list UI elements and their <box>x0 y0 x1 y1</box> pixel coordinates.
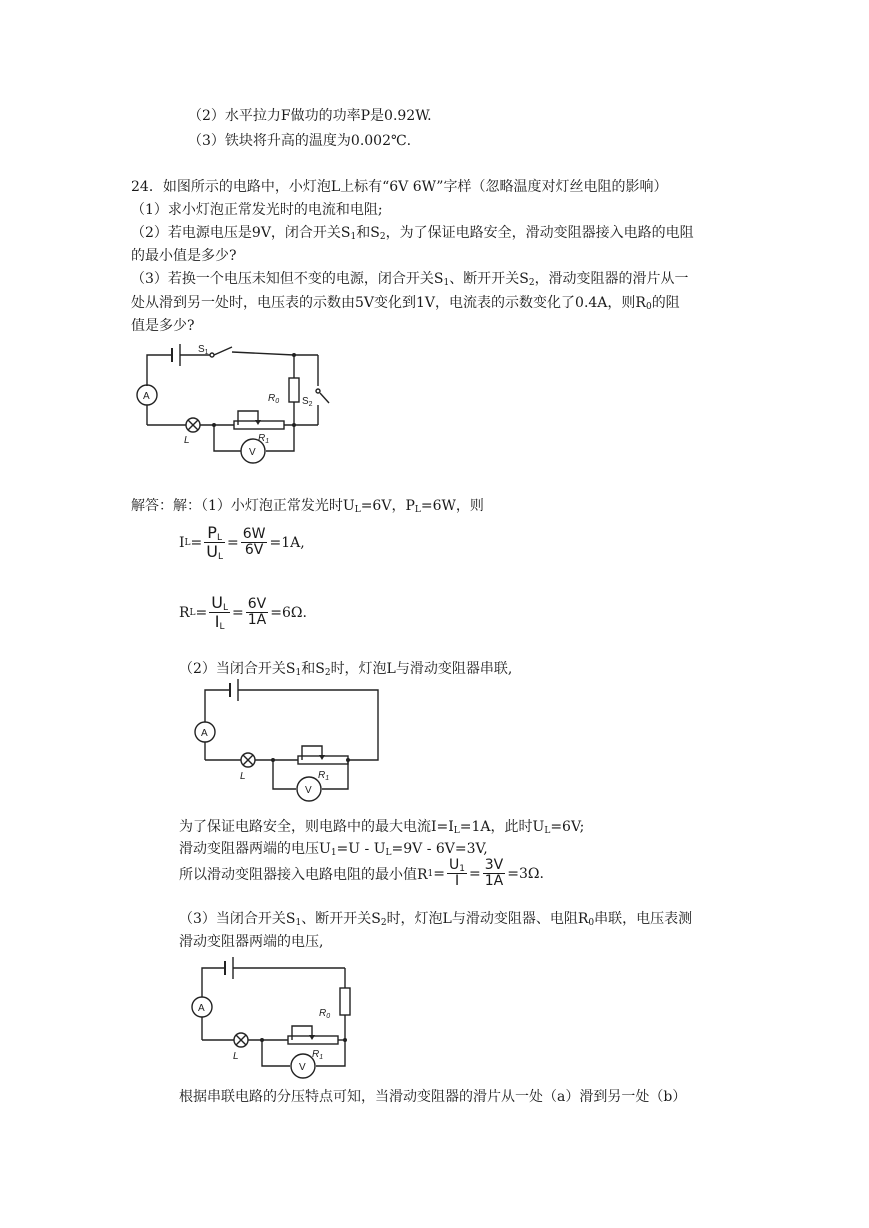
svg-text:L: L <box>240 771 246 782</box>
rheostat-r1-3 <box>260 1035 347 1061</box>
formula-resistance: R L = $\frac{U_L}{I_L}$ = $\frac{6V}{1A}$ =6Ω. <box>179 593 307 632</box>
answer-part1: 解答：解：（1）小灯泡正常发光时$U_L=6V$，$P_L=6W$，则 <box>131 498 484 515</box>
svg-text:A: A <box>143 391 150 402</box>
answer-part2-min-resistance: 所以滑动变阻器接入电路电阻的最小值R 1 = $\frac{U_1}{I}$ = $\frac{3V}{1A}$ =3Ω. <box>179 857 544 889</box>
q24-part3-line3: 值是多少? <box>131 318 195 334</box>
svg-text:R1: $R_1$ <box>312 1049 324 1061</box>
q24-part1: （1）求小灯泡正常发光时的电流和电阻; <box>131 202 383 218</box>
svg-text:R1: $R_1$ <box>258 433 270 445</box>
q24-intro: 24．如图所示的电路中，小灯泡L上标有“6V 6W”字样（忽略温度对灯丝电阻的影响） <box>131 179 668 195</box>
svg-text:V: V <box>299 1062 306 1073</box>
svg-text:R0: $R_0$ <box>268 393 280 405</box>
formula-current: I L = $\frac{P_L}{U_L}$ = $\frac{6W}{6V}$ =1A, <box>179 523 305 562</box>
ammeter-3 <box>192 997 212 1017</box>
q24-part3-line1: （3）若换一个电压未知但不变的电源，闭合开关$S_1$、断开开关$S_2$，滑动变阻器的滑片从一 <box>131 271 689 288</box>
svg-text:R0: $R_0$ <box>319 1008 331 1020</box>
battery-3 <box>225 957 233 979</box>
svg-text:S1: $S_1$ <box>198 344 209 356</box>
svg-text:L: L <box>233 1051 239 1062</box>
svg-text:S2: $S_2$ <box>302 396 313 408</box>
answer-part2-voltage: 滑动变阻器两端的电压$U_1=U - U_L=9V - 6V=3V$, <box>179 841 488 858</box>
svg-text:L: L <box>184 435 190 446</box>
q24-part3-line2: 处从滑到另一处时，电压表的示数由5V变化到1V，电流表的示数变化了0.4A，则$R_0$的阻 <box>131 295 680 312</box>
svg-text:A: A <box>198 1003 205 1014</box>
lamp-3 <box>233 1033 248 1062</box>
svg-text:V: V <box>249 447 256 458</box>
svg-text:A: A <box>201 728 208 739</box>
answer-part2-max-current: 为了保证电路安全，则电路中的最大电流$I=I_L=1A$，此时$U_L=6V$; <box>179 819 585 836</box>
answer-part2: （2）当闭合开关$S_1$和$S_2$时，灯泡L与滑动变阻器串联, <box>179 661 513 678</box>
svg-text:V: V <box>305 785 312 796</box>
answer-part3-line2: 滑动变阻器两端的电压, <box>179 934 324 950</box>
resistor-r0-3 <box>319 988 350 1020</box>
answer-part3-line1: （3）当闭合开关$S_1$、断开开关$S_2$时，灯泡L与滑动变阻器、电阻$R_0$串联，电压表测 <box>179 911 693 928</box>
answer-part3-line3: 根据串联电路的分压特点可知，当滑动变阻器的滑片从一处（a）滑到另一处（b） <box>179 1089 687 1105</box>
prev-answer-3: （3）铁块将升高的温度为0.002℃. <box>188 133 412 149</box>
prev-answer-2: （2）水平拉力F做功的功率P是0.92W. <box>188 108 432 124</box>
svg-text:R1: $R_1$ <box>318 770 330 782</box>
q24-part2-line2: 的最小值是多少? <box>131 248 237 264</box>
q24-part2-line1: （2）若电源电压是9V，闭合开关$S_1$和$S_2$，为了保证电路安全，滑动变阻器接入电路的电阻 <box>131 225 694 242</box>
voltmeter-3 <box>291 1054 315 1078</box>
